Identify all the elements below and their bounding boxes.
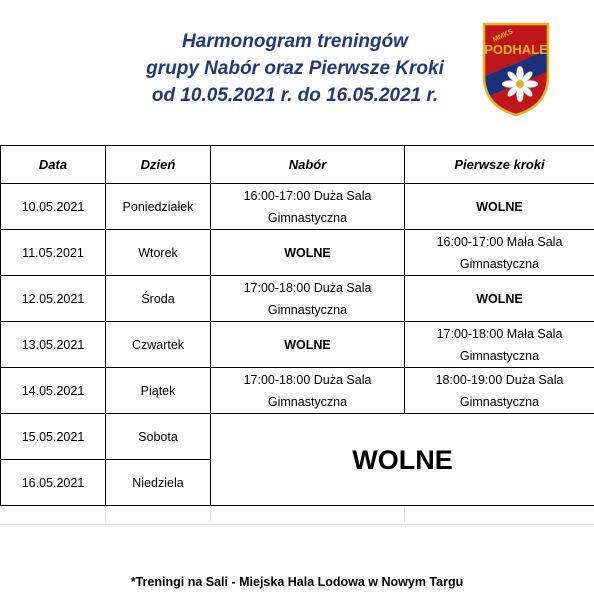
empty-cell — [106, 506, 211, 523]
cell-day: Poniedziałek — [106, 184, 211, 230]
page-title — [120, 28, 470, 109]
cell-date: 15.05.2021 — [1, 414, 106, 460]
title-line-3: od 10.05.2021 r. do 16.05.2021 r. — [151, 85, 439, 106]
cell-line: 16:00-17:00 Duża Sala — [243, 188, 372, 203]
cell-date: 13.05.2021 — [1, 322, 106, 368]
cell-nabor: WOLNE — [211, 230, 405, 276]
table-row — [1, 184, 594, 230]
table-header-row — [1, 146, 594, 184]
cell-nabor — [211, 276, 405, 322]
empty-cell — [405, 506, 594, 523]
footer-note: *Treningi na Sali - Miejska Hala Lodowa w Nowym Targu — [130, 575, 464, 589]
cell-line: Gimnastyczna — [267, 210, 348, 225]
table-row — [1, 230, 594, 276]
logo-small-text: MMKS — [491, 28, 515, 44]
cell-line: Gimnastyczna — [459, 394, 540, 409]
empty-cell — [211, 506, 405, 523]
table-empty-row — [1, 506, 594, 523]
cell-date: 14.05.2021 — [1, 368, 106, 414]
cell-nabor — [211, 368, 405, 414]
col-header-day: Dzień — [106, 146, 211, 184]
logo-text: PODHALE — [484, 42, 548, 57]
cell-line: 17:00-18:00 Duża Sala — [243, 372, 372, 387]
cell-kroki — [405, 368, 594, 414]
table-row — [1, 322, 594, 368]
cell-day: Niedziela — [106, 460, 211, 506]
cell-day: Sobota — [106, 414, 211, 460]
cell-line: Gimnastyczna — [459, 348, 540, 363]
cell-line: Gimnastyczna — [459, 256, 540, 271]
cell-date: 11.05.2021 — [1, 230, 106, 276]
cell-line: 17:00-18:00 Duża Sala — [243, 280, 372, 295]
cell-day: Czwartek — [106, 322, 211, 368]
cell-date: 12.05.2021 — [1, 276, 106, 322]
title-line-1: Harmonogram treningów — [182, 31, 408, 52]
cell-nabor — [211, 184, 405, 230]
cell-line: 17:00-18:00 Mała Sala — [436, 326, 563, 341]
cell-kroki: WOLNE — [405, 184, 594, 230]
cell-date: 10.05.2021 — [1, 184, 106, 230]
title-line-2: grupy Nabór oraz Pierwsze Kroki — [146, 58, 444, 79]
cell-line: Gimnastyczna — [267, 302, 348, 317]
cell-line: 16:00-17:00 Mała Sala — [436, 234, 563, 249]
table-row — [1, 368, 594, 414]
cell-line: Gimnastyczna — [267, 394, 348, 409]
cell-kroki — [405, 230, 594, 276]
cell-line: 18:00-19:00 Duża Sala — [435, 372, 564, 387]
divider — [0, 524, 594, 525]
cell-nabor: WOLNE — [211, 322, 405, 368]
weekend-free-cell: WOLNE — [211, 414, 594, 506]
cell-day: Wtorek — [106, 230, 211, 276]
table-row — [1, 414, 594, 460]
cell-day: Środa — [106, 276, 211, 322]
col-header-date: Data — [1, 146, 106, 184]
empty-cell — [1, 506, 106, 523]
col-header-kroki: Pierwsze kroki — [405, 146, 594, 184]
col-header-nabor: Nabór — [211, 146, 405, 184]
table-row — [1, 276, 594, 322]
club-logo — [480, 18, 552, 118]
cell-day: Piątek — [106, 368, 211, 414]
cell-date: 16.05.2021 — [1, 460, 106, 506]
cell-kroki — [405, 322, 594, 368]
schedule-table — [0, 145, 594, 522]
cell-kroki: WOLNE — [405, 276, 594, 322]
